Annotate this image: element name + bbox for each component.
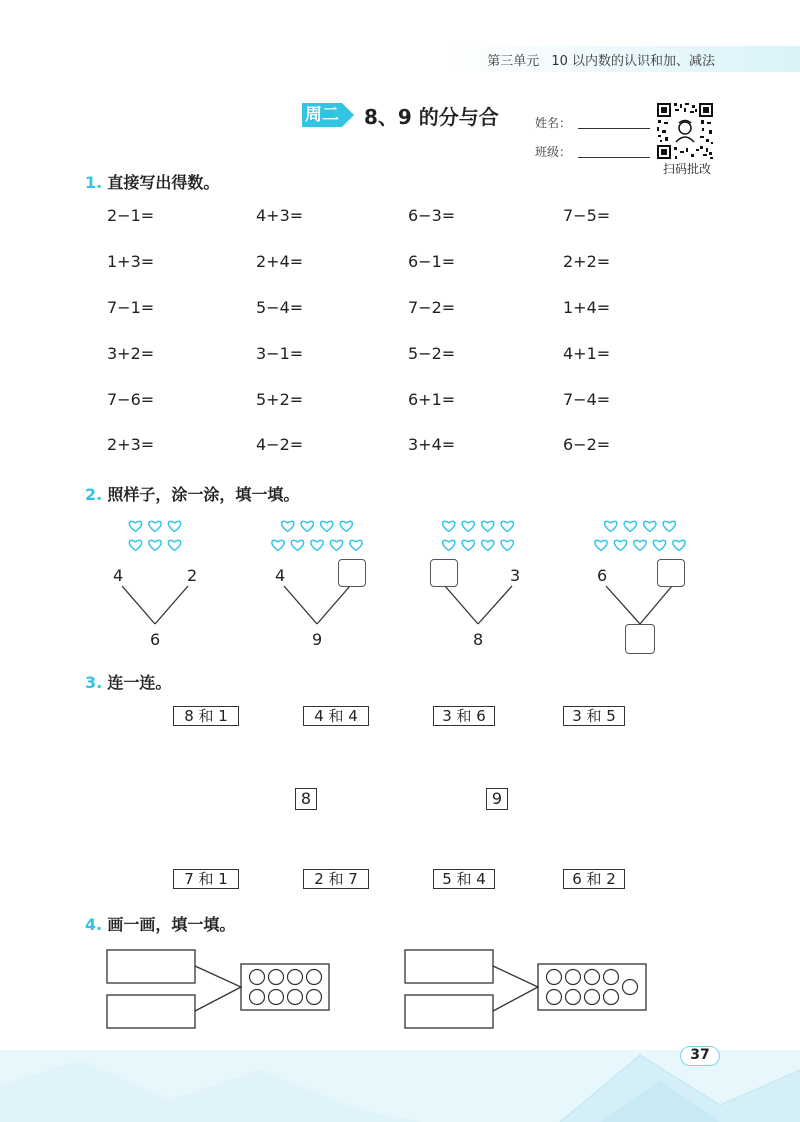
equation: 7−1=	[107, 298, 155, 317]
heart-icon[interactable]	[443, 521, 455, 531]
heart-icon[interactable]	[634, 540, 646, 550]
equation: 7−6=	[107, 390, 155, 409]
pair-card[interactable]: 4 和 4	[303, 706, 369, 726]
heart-icon[interactable]	[443, 540, 455, 550]
header-unit: 第三单元	[487, 54, 540, 69]
draw-box[interactable]	[405, 950, 493, 983]
section2-number: 2.	[85, 485, 103, 504]
split-total-number: 9	[312, 630, 323, 649]
equation: 6−3=	[408, 206, 456, 225]
counter-circle	[566, 970, 581, 985]
answer-box[interactable]	[625, 624, 655, 654]
section4-title: 画一画，填一填。	[107, 915, 236, 934]
equation: 2+2=	[563, 252, 611, 271]
page-title: 8、9 的分与合	[364, 105, 499, 129]
name-label: 姓名：	[535, 116, 572, 130]
counter-circle	[585, 990, 600, 1005]
split-right-number: 3	[510, 566, 521, 585]
section1-heading	[85, 170, 219, 193]
heart-icon[interactable]	[272, 540, 284, 550]
counter-circle	[250, 990, 265, 1005]
split-left-number: 4	[275, 566, 286, 585]
pair-card[interactable]: 3 和 5	[563, 706, 625, 726]
heart-icon[interactable]	[282, 521, 294, 531]
counter-circle	[623, 980, 638, 995]
heart-icon[interactable]	[291, 540, 303, 550]
heart-icon[interactable]	[663, 521, 675, 531]
heart-icon[interactable]	[149, 540, 161, 550]
heart-icon[interactable]	[462, 540, 474, 550]
counter-circle	[269, 990, 284, 1005]
pair-card[interactable]: 8 和 1	[173, 706, 239, 726]
heart-icon[interactable]	[501, 521, 513, 531]
counter-circle	[288, 990, 303, 1005]
heart-icon[interactable]	[330, 540, 342, 550]
heart-icon[interactable]	[624, 521, 636, 531]
target-number-card[interactable]: 9	[486, 788, 508, 810]
split-left-number: 4	[113, 566, 124, 585]
equation: 2+4=	[256, 252, 304, 271]
heart-icon[interactable]	[168, 540, 180, 550]
equation: 2+3=	[107, 435, 155, 454]
section3-number: 3.	[85, 673, 103, 692]
counter-circle	[604, 970, 619, 985]
heart-icon[interactable]	[311, 540, 323, 550]
section2-title: 照样子，涂一涂，填一填。	[107, 485, 300, 504]
counter-circle	[288, 970, 303, 985]
heart-icon[interactable]	[350, 540, 362, 550]
draw-box[interactable]	[107, 950, 195, 983]
section1-title: 直接写出得数。	[107, 173, 220, 192]
target-number-card[interactable]: 8	[295, 788, 317, 810]
counter-circle	[547, 970, 562, 985]
equation: 1+4=	[563, 298, 611, 317]
section2-heading	[85, 482, 299, 505]
equation: 3+2=	[107, 344, 155, 363]
heart-icon[interactable]	[340, 521, 352, 531]
counter-circle	[566, 990, 581, 1005]
equation: 4−2=	[256, 435, 304, 454]
heart-icon[interactable]	[595, 540, 607, 550]
equation: 6−2=	[563, 435, 611, 454]
answer-box[interactable]	[430, 559, 458, 587]
split-right-number: 2	[187, 566, 198, 585]
heart-icon[interactable]	[168, 521, 180, 531]
heart-icon[interactable]	[482, 540, 494, 550]
heart-icon[interactable]	[653, 540, 665, 550]
heart-icon[interactable]	[129, 540, 141, 550]
section3-title: 连一连。	[107, 673, 172, 692]
class-field[interactable]	[578, 157, 650, 158]
equation: 1+3=	[107, 252, 155, 271]
heart-icon[interactable]	[301, 521, 313, 531]
equation: 5−4=	[256, 298, 304, 317]
equation: 7−5=	[563, 206, 611, 225]
heart-icon[interactable]	[482, 521, 494, 531]
draw-box[interactable]	[405, 995, 493, 1028]
heart-icon[interactable]	[149, 521, 161, 531]
heart-icon[interactable]	[614, 540, 626, 550]
counter-circle	[307, 990, 322, 1005]
pair-card[interactable]: 5 和 4	[433, 869, 495, 889]
class-label: 班级：	[535, 145, 572, 159]
heart-icon[interactable]	[321, 521, 333, 531]
draw-box[interactable]	[107, 995, 195, 1028]
page-number: 37	[680, 1046, 720, 1066]
equation: 6+1=	[408, 390, 456, 409]
hearts-area	[0, 510, 800, 560]
heart-icon[interactable]	[605, 521, 617, 531]
section4-heading	[85, 912, 235, 935]
footer-decoration	[0, 1050, 800, 1122]
pair-card[interactable]: 3 和 6	[433, 706, 495, 726]
draw-and-fill-area	[0, 940, 800, 1035]
equation: 7−2=	[408, 298, 456, 317]
section3-heading	[85, 670, 171, 693]
pair-card[interactable]: 6 和 2	[563, 869, 625, 889]
header-unit-topic	[487, 50, 715, 69]
counter-circle	[250, 970, 265, 985]
section1-number: 1.	[85, 173, 103, 192]
split-total-number: 6	[150, 630, 161, 649]
equation: 3−1=	[256, 344, 304, 363]
equation: 5+2=	[256, 390, 304, 409]
heart-icon[interactable]	[462, 521, 474, 531]
qr-code[interactable]	[656, 102, 714, 160]
equation: 4+1=	[563, 344, 611, 363]
counter-circle	[585, 970, 600, 985]
counter-circle	[307, 970, 322, 985]
name-field[interactable]	[578, 128, 650, 129]
answer-box[interactable]	[657, 559, 685, 587]
equation: 4+3=	[256, 206, 304, 225]
counter-circle	[269, 970, 284, 985]
pair-card[interactable]: 7 和 1	[173, 869, 239, 889]
counter-circle	[604, 990, 619, 1005]
answer-box[interactable]	[338, 559, 366, 587]
equation: 5−2=	[408, 344, 456, 363]
heart-icon[interactable]	[644, 521, 656, 531]
heart-icon[interactable]	[673, 540, 685, 550]
day-tag: 周二	[302, 103, 342, 127]
heart-icon[interactable]	[129, 521, 141, 531]
split-left-number: 6	[597, 566, 608, 585]
header-topic: 10 以内数的认识和加、减法	[551, 54, 715, 69]
equation: 2−1=	[107, 206, 155, 225]
equation: 6−1=	[408, 252, 456, 271]
counter-circle	[547, 990, 562, 1005]
heart-icon[interactable]	[501, 540, 513, 550]
qr-caption: 扫码批改	[662, 162, 711, 176]
split-total-number: 8	[473, 630, 484, 649]
equation: 7−4=	[563, 390, 611, 409]
section4-number: 4.	[85, 915, 103, 934]
equation: 3+4=	[408, 435, 456, 454]
pair-card[interactable]: 2 和 7	[303, 869, 369, 889]
day-tag-arrow	[342, 103, 354, 127]
